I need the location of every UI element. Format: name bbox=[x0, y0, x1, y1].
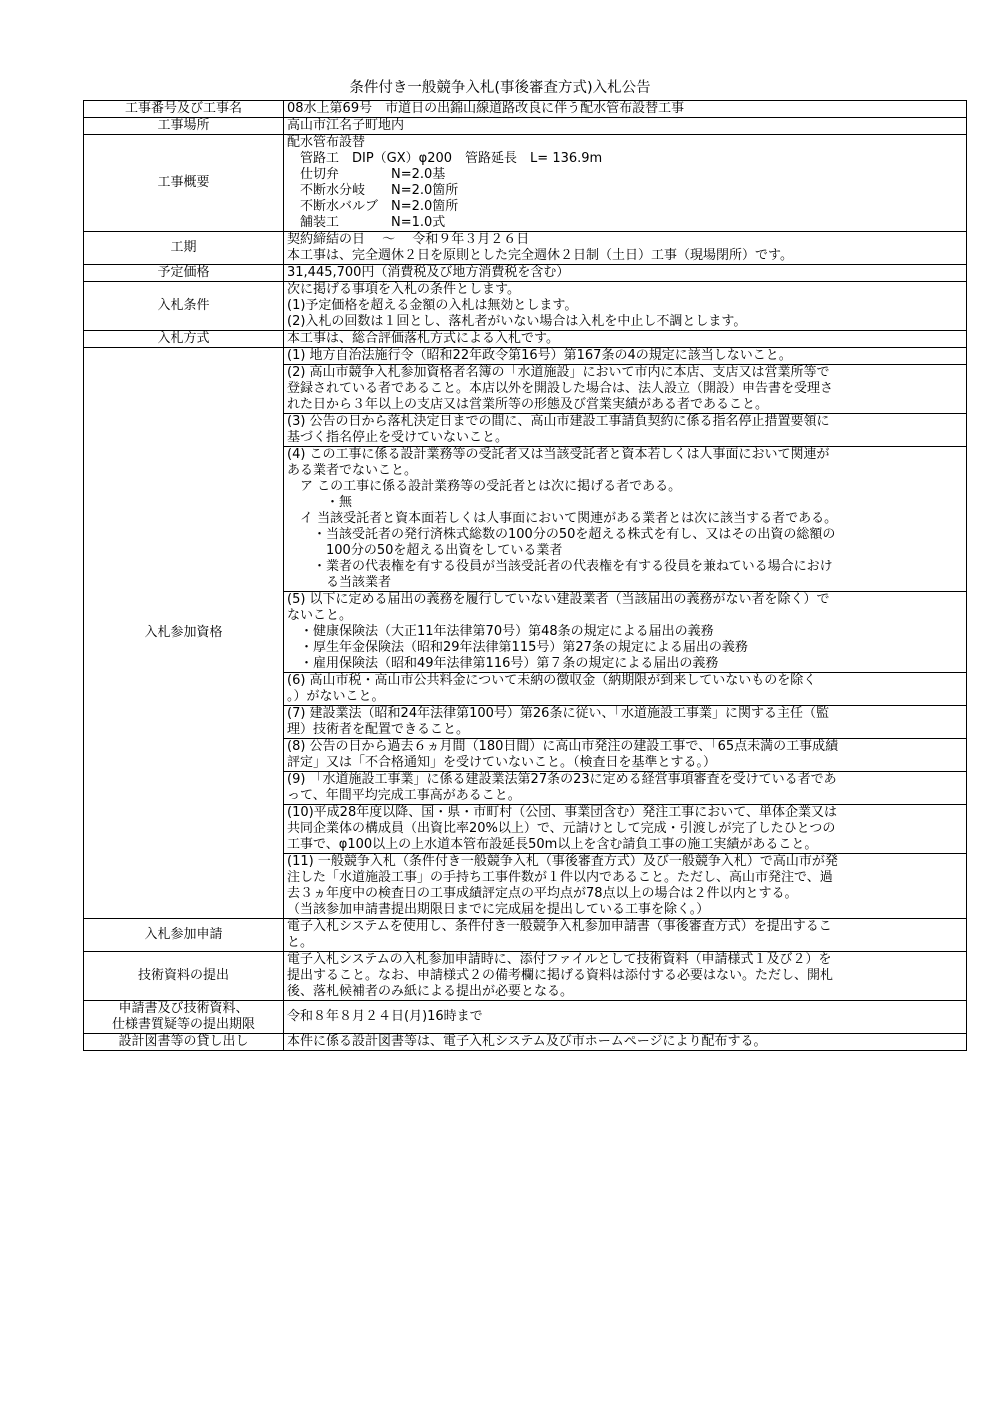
text-line: 舗装工 N=1.0式 bbox=[287, 215, 446, 230]
text-line: 。）がないこと。 bbox=[287, 689, 385, 704]
row-value: 本工事は、総合評価落札方式による入札です。 bbox=[284, 331, 967, 348]
table-row bbox=[84, 282, 967, 331]
text-line: 注した「水道施設工事」の手持ち工事件数が１件以内であること。ただし、高山市発注で、過 bbox=[287, 870, 833, 885]
text-line: ・雇用保険法（昭和49年法律第116号）第７条の規定による届出の義務 bbox=[287, 656, 719, 671]
qualification-item bbox=[284, 414, 967, 447]
label-line: 仕様書質疑等の提出期限 bbox=[111, 1017, 255, 1032]
table-row bbox=[84, 1034, 967, 1051]
table-row bbox=[84, 348, 967, 365]
row-value bbox=[284, 135, 967, 232]
row-label: 設計図書等の貸し出し bbox=[84, 1034, 284, 1051]
text-line: 不断水バルブ N=2.0箇所 bbox=[287, 199, 459, 214]
qualification-item bbox=[284, 854, 967, 919]
text-line: 100分の50を超える出資をしている業者 bbox=[287, 543, 563, 558]
row-label bbox=[84, 1001, 284, 1034]
text-line: 仕切弁 N=2.0基 bbox=[287, 167, 446, 182]
row-label: 工事概要 bbox=[84, 135, 284, 232]
table-row bbox=[84, 919, 967, 952]
qualification-item bbox=[284, 706, 967, 739]
qualification-item bbox=[284, 348, 967, 365]
text-line: (2) 高山市競争入札参加資格者名簿の「水道施設」において市内に本店、支店又は営業所等で bbox=[287, 365, 830, 380]
text-line: (1)予定価格を超える金額の入札は無効とします。 bbox=[287, 298, 578, 313]
text-line: (4) この工事に係る設計業務等の受託者又は当該受託者と資本若しくは人事面において関連が bbox=[287, 447, 830, 462]
label-line: 申請書及び技術資料、 bbox=[118, 1001, 249, 1016]
table-row bbox=[84, 952, 967, 1001]
table-row bbox=[84, 265, 967, 282]
row-value bbox=[284, 952, 967, 1001]
text-line: 電子入札システムを使用し、条件付き一般競争入札参加申請書（事後審査方式）を提出するこ bbox=[287, 919, 832, 934]
text-line: (11) 一般競争入札（条件付き一般競争入札（事後審査方式）及び一般競争入札）で高山市が発 bbox=[287, 854, 838, 869]
row-value: 高山市江名子町地内 bbox=[284, 118, 967, 135]
qualification-item bbox=[284, 739, 967, 772]
text-line: ないこと。 bbox=[287, 608, 353, 623]
row-value: 31,445,700円（消費税及び地方消費税を含む） bbox=[284, 265, 967, 282]
row-label: 入札条件 bbox=[84, 282, 284, 331]
text-line: 去３ヵ年度中の検査日の工事成績評定点の平均点が78点以上の場合は２件以内とする。 bbox=[287, 886, 798, 901]
row-value bbox=[284, 919, 967, 952]
text-line: ・健康保険法（大正11年法律第70号）第48条の規定による届出の義務 bbox=[287, 624, 714, 639]
text-line: 次に掲げる事項を入札の条件とします。 bbox=[287, 282, 520, 297]
row-label: 入札方式 bbox=[84, 331, 284, 348]
text-line: イ 当該受託者と資本面若しくは人事面において関連がある業者とは次に該当する者である。 bbox=[287, 511, 838, 526]
text-line: (9) 「水道施設工事業」に係る建設業法第27条の23に定める経営事項審査を受けている者であ bbox=[287, 772, 837, 787]
row-label: 予定価格 bbox=[84, 265, 284, 282]
row-label: 入札参加申請 bbox=[84, 919, 284, 952]
text-line: と。 bbox=[287, 935, 314, 950]
text-line: ア この工事に係る設計業務等の受託者とは次に掲げる者である。 bbox=[287, 479, 682, 494]
text-line: ・業者の代表権を有する役員が当該受託者の代表権を有する役員を兼ねている場合におけ bbox=[287, 559, 833, 574]
text-line: (1) 地方自治法施行令（昭和22年政令第16号）第167条の4の規定に該当しないこと。 bbox=[287, 348, 792, 363]
qualification-item bbox=[284, 772, 967, 805]
row-label: 工事場所 bbox=[84, 118, 284, 135]
text-line: (8) 公告の日から過去６ヵ月間（180日間）に高山市発注の建設工事で、「65点未満の工事成績 bbox=[287, 739, 839, 754]
text-line: 評定」又は「不合格通知」を受けていないこと。（検査日を基準とする。） bbox=[287, 755, 717, 770]
text-line: 理）技術者を配置できること。 bbox=[287, 722, 470, 737]
text-line: 契約締結の日 ～ 令和９年３月２６日 bbox=[287, 232, 530, 247]
notice-title: 条件付き一般競争入札(事後審査方式)入札公告 bbox=[349, 80, 651, 96]
text-line: (7) 建設業法（昭和24年法律第100号）第26条に従い、「水道施設工事業」に関する主任（監 bbox=[287, 706, 829, 721]
row-value: 令和８年８月２４日(月)16時まで bbox=[284, 1001, 967, 1034]
text-line: 共同企業体の構成員（出資比率20%以上）で、元請けとして完成・引渡しが完了したひとつの bbox=[287, 821, 836, 836]
qualification-item bbox=[284, 447, 967, 592]
table-row bbox=[84, 118, 967, 135]
row-label: 技術資料の提出 bbox=[84, 952, 284, 1001]
notice-table bbox=[83, 100, 967, 1051]
text-line: (6) 高山市税・高山市公共料金について未納の徴収金（納期限が到来していないものを除く bbox=[287, 673, 817, 688]
text-line: 登録されている者であること。本店以外を開設した場合は、法人設立（開設）申告書を受理さ bbox=[287, 381, 834, 396]
text-line: る当該業者 bbox=[287, 575, 392, 590]
table-row bbox=[84, 135, 967, 232]
row-value bbox=[284, 232, 967, 265]
text-line: (10)平成28年度以降、国・県・市町村（公団、事業団含む）発注工事において、単体企業又は bbox=[287, 805, 837, 820]
text-line: 管路工 DIP（GX）φ200 管路延長 L= 136.9m bbox=[287, 151, 603, 166]
qualification-item bbox=[284, 805, 967, 854]
text-line: ・無 bbox=[287, 495, 353, 510]
text-line: ある業者でないこと。 bbox=[287, 463, 418, 478]
table-row bbox=[84, 331, 967, 348]
qualification-item bbox=[284, 365, 967, 414]
text-line: 本工事は、完全週休２日を原則とした完全週休２日制（土日）工事（現場閉所）です。 bbox=[287, 248, 793, 263]
text-line: れた日から３年以上の支店又は営業所等の形態及び営業実績がある者であること。 bbox=[287, 397, 769, 412]
row-value: 08水上第69号 市道日の出錦山線道路改良に伴う配水管布設替工事 bbox=[284, 101, 967, 118]
row-value bbox=[284, 282, 967, 331]
row-label: 工事番号及び工事名 bbox=[84, 101, 284, 118]
text-line: (2)入札の回数は１回とし、落札者がいない場合は入札を中止し不調とします。 bbox=[287, 314, 747, 329]
text-line: 工事で、φ100以上の上水道本管布設延長50m以上を含む請負工事の施工実績があること。 bbox=[287, 837, 818, 852]
text-line: 配水管布設替 bbox=[287, 135, 366, 150]
text-line: 後、落札候補者のみ紙による提出が必要となる。 bbox=[287, 984, 574, 999]
text-line: ・厚生年金保険法（昭和29年法律第115号）第27条の規定による届出の義務 bbox=[287, 640, 748, 655]
text-line: 提出すること。なお、申請様式２の備考欄に掲げる資料は添付する必要はない。ただし、開札 bbox=[287, 968, 834, 983]
text-line: 不断水分岐 N=2.0箇所 bbox=[287, 183, 459, 198]
text-line: 基づく指名停止を受けていないこと。 bbox=[287, 430, 509, 445]
text-line: (3) 公告の日から落札決定日までの間に、高山市建設工事請負契約に係る指名停止措置要領に bbox=[287, 414, 830, 429]
text-line: 電子入札システムの入札参加申請時に、添付ファイルとして技術資料（申請様式１及び２）を bbox=[287, 952, 832, 967]
row-label: 工期 bbox=[84, 232, 284, 265]
table-row bbox=[84, 101, 967, 118]
text-line: って、年間平均完成工事高があること。 bbox=[287, 788, 521, 803]
table-row bbox=[84, 1001, 967, 1034]
text-line: ・当該受託者の発行済株式総数の100分の50を超える株式を有し、又はその出資の総額の bbox=[287, 527, 836, 542]
row-value: 本件に係る設計図書等は、電子入札システム及び市ホームページにより配布する。 bbox=[284, 1034, 967, 1051]
text-line: (5) 以下に定める届出の義務を履行していない建設業者（当該届出の義務がない者を除く）で bbox=[287, 592, 830, 607]
row-label: 入札参加資格 bbox=[84, 348, 284, 919]
table-row bbox=[84, 232, 967, 265]
text-line: （当該参加申請書提出期限日までに完成届を提出している工事を除く。） bbox=[287, 902, 710, 917]
qualification-item bbox=[284, 592, 967, 673]
qualification-item bbox=[284, 673, 967, 706]
